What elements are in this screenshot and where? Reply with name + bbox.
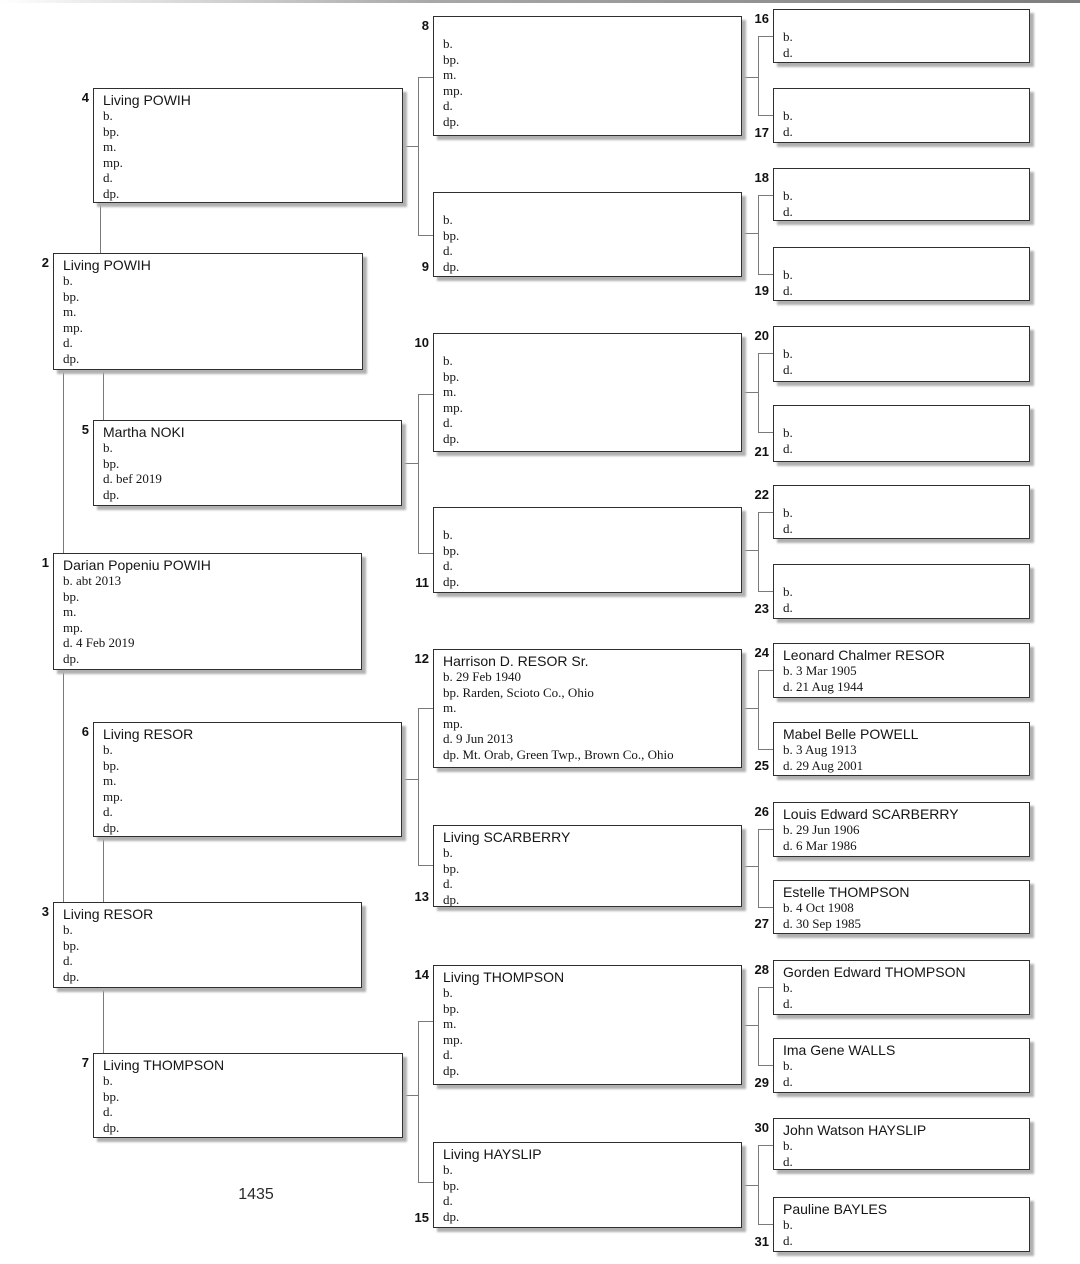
tree-connector-line <box>742 392 758 393</box>
person-field: d. <box>783 599 793 615</box>
person-name: Darian Popeniu POWIH <box>63 557 211 573</box>
person-name <box>783 92 1023 108</box>
person-field: bp. Rarden, Scioto Co., Ohio <box>443 684 594 700</box>
person-field: b. 29 Feb 1940 <box>443 669 521 684</box>
tree-connector-line <box>758 591 773 592</box>
person-name: John Watson HAYSLIP <box>783 1122 927 1138</box>
person-field: b. <box>443 845 453 860</box>
person-name: Estelle THOMPSON <box>783 884 910 900</box>
tree-connector-line <box>758 195 759 274</box>
person-field: dp. <box>443 113 460 129</box>
person-field: d. <box>103 170 113 185</box>
person-field: d. <box>63 953 73 968</box>
person-field: d. 29 Aug 2001 <box>783 757 864 773</box>
person-number: 5 <box>81 422 89 437</box>
person-box-10 <box>433 333 742 452</box>
tree-connector-line <box>758 512 773 513</box>
person-field: mp. <box>443 399 463 415</box>
person-field: b. <box>783 584 793 599</box>
tree-connector-line <box>418 77 419 235</box>
person-box-19 <box>773 247 1030 301</box>
person-name: Living THOMPSON <box>103 1057 225 1073</box>
tree-connector-line <box>63 370 64 553</box>
person-field: d. bef 2019 <box>103 471 162 486</box>
tree-connector-line <box>103 370 104 420</box>
person-field: d. <box>783 1232 793 1248</box>
person-field: m. <box>443 67 457 82</box>
person-field: bp. <box>443 860 460 876</box>
person-name <box>443 20 735 36</box>
person-name: Louis Edward SCARBERRY <box>783 806 959 822</box>
tree-connector-line <box>758 512 759 591</box>
person-field: d. <box>103 804 113 819</box>
person-field: mp. <box>103 788 123 804</box>
person-number: 10 <box>414 335 429 350</box>
person-box-16 <box>773 9 1030 63</box>
tree-connector-line <box>742 77 758 78</box>
person-box-23 <box>773 564 1030 619</box>
tree-connector-line <box>63 670 64 902</box>
tree-connector-line <box>742 1025 758 1026</box>
person-number: 1 <box>41 555 49 570</box>
tree-connector-line <box>758 907 773 908</box>
person-box-13 <box>433 825 742 907</box>
person-box-31 <box>773 1197 1030 1252</box>
tree-connector-line <box>418 865 433 866</box>
person-number: 20 <box>754 328 769 343</box>
person-field: mp. <box>63 319 83 335</box>
tree-connector-line <box>758 195 773 196</box>
tree-connector-line <box>418 235 433 236</box>
person-number: 6 <box>81 724 89 739</box>
person-field: d. <box>783 44 793 60</box>
person-field: mp. <box>443 1031 463 1047</box>
person-box-28 <box>773 960 1030 1015</box>
tree-connector-line <box>742 866 758 867</box>
person-field: b. 29 Jun 1906 <box>783 822 860 837</box>
person-box-22 <box>773 485 1030 539</box>
person-field: d. <box>783 1153 793 1169</box>
person-box-14 <box>433 965 742 1085</box>
person-field: d. 4 Feb 2019 <box>63 635 135 650</box>
person-number: 18 <box>754 170 769 185</box>
person-field: b. <box>783 346 793 361</box>
person-field: d. <box>443 98 453 113</box>
person-name <box>443 337 735 353</box>
tree-connector-line <box>758 36 759 115</box>
person-name <box>783 409 1023 425</box>
person-field: mp. <box>443 82 463 98</box>
tree-connector-line <box>403 146 418 147</box>
person-box-27 <box>773 880 1030 934</box>
person-field: d. <box>783 203 793 219</box>
person-field: bp. <box>103 757 120 773</box>
person-field: bp. <box>63 937 80 953</box>
tree-connector-line <box>418 1182 433 1183</box>
tree-connector-line <box>758 987 773 988</box>
person-field: dp. <box>443 430 460 446</box>
person-field: d. <box>443 558 453 573</box>
tree-connector-line <box>403 463 418 464</box>
tree-connector-line <box>758 432 773 433</box>
tree-connector-line <box>758 749 773 750</box>
person-field: bp. <box>443 1177 460 1193</box>
tree-connector-line <box>418 1021 419 1182</box>
person-name <box>783 489 1023 505</box>
person-field: b. <box>783 1058 793 1073</box>
person-field: dp. <box>103 819 120 835</box>
person-number: 17 <box>754 125 769 140</box>
person-number: 19 <box>754 283 769 298</box>
person-name <box>443 511 735 527</box>
person-name: Gorden Edward THOMPSON <box>783 964 966 980</box>
person-box-20 <box>773 326 1030 382</box>
person-field: b. 3 Mar 1905 <box>783 663 857 678</box>
person-field: b. <box>103 1073 113 1088</box>
person-field: d. <box>103 1104 113 1119</box>
person-number: 26 <box>754 804 769 819</box>
person-field: b. <box>443 527 453 542</box>
person-field: m. <box>103 139 117 154</box>
tree-connector-line <box>758 353 773 354</box>
person-field: dp. <box>63 968 80 984</box>
person-field: dp. Mt. Orab, Green Twp., Brown Co., Ohio <box>443 746 674 762</box>
tree-connector-line <box>758 115 773 116</box>
person-field: b. <box>443 212 453 227</box>
person-number: 4 <box>81 90 89 105</box>
person-name: Living RESOR <box>63 906 154 922</box>
person-field: dp. <box>63 650 80 666</box>
person-name: Leonard Chalmer RESOR <box>783 647 945 663</box>
person-number: 3 <box>41 904 49 919</box>
person-field: m. <box>103 773 117 788</box>
person-box-29 <box>773 1038 1030 1093</box>
tree-connector-line <box>103 988 104 1053</box>
person-number: 23 <box>754 601 769 616</box>
person-field: d. <box>783 123 793 139</box>
tree-connector-line <box>418 394 433 395</box>
person-field: dp. <box>443 1208 460 1224</box>
person-field: bp. <box>443 51 460 67</box>
person-field: bp. <box>103 1088 120 1104</box>
person-box-9 <box>433 192 742 277</box>
person-name <box>783 330 1023 346</box>
tree-connector-line <box>418 77 433 78</box>
person-name <box>443 196 735 212</box>
person-number: 31 <box>754 1234 769 1249</box>
person-number: 21 <box>754 444 769 459</box>
person-box-6 <box>93 722 402 837</box>
person-field: b. <box>63 922 73 937</box>
person-box-15 <box>433 1142 742 1228</box>
person-box-4 <box>93 88 403 203</box>
person-name: Living HAYSLIP <box>443 1146 542 1162</box>
person-box-26 <box>773 802 1030 857</box>
tree-connector-line <box>758 36 773 37</box>
person-field: b. <box>783 1217 793 1232</box>
tree-connector-line <box>758 353 759 432</box>
person-name: Living RESOR <box>103 726 194 742</box>
person-field: b. <box>783 1138 793 1153</box>
person-box-8 <box>433 16 742 136</box>
person-name <box>783 251 1023 267</box>
tree-connector-line <box>103 837 104 902</box>
person-field: dp. <box>443 1062 460 1078</box>
person-field: mp. <box>63 619 83 635</box>
person-number: 27 <box>754 916 769 931</box>
person-name <box>783 172 1023 188</box>
person-field: dp. <box>103 1119 120 1135</box>
person-box-30 <box>773 1118 1030 1170</box>
tree-connector-line <box>758 1224 773 1225</box>
person-field: b. <box>783 980 793 995</box>
person-field: dp. <box>443 573 460 589</box>
person-field: b. <box>103 742 113 757</box>
tree-connector-line <box>742 1185 758 1186</box>
person-number: 11 <box>415 575 429 590</box>
person-field: b. <box>783 188 793 203</box>
person-field: bp. <box>63 288 80 304</box>
person-field: d. <box>443 1193 453 1208</box>
tree-connector-line <box>100 203 101 253</box>
person-number: 28 <box>754 962 769 977</box>
person-field: m. <box>63 604 77 619</box>
person-field: d. <box>783 520 793 536</box>
person-box-24 <box>773 643 1030 698</box>
person-box-21 <box>773 405 1030 462</box>
person-field: d. <box>443 415 453 430</box>
person-name: Mabel Belle POWELL <box>783 726 919 742</box>
person-name: Harrison D. RESOR Sr. <box>443 653 589 669</box>
person-field: d. <box>783 995 793 1011</box>
person-field: bp. <box>443 368 460 384</box>
person-field: b. 3 Aug 1913 <box>783 742 857 757</box>
person-field: d. <box>783 361 793 377</box>
tree-connector-line <box>403 779 418 780</box>
person-field: b. <box>783 505 793 520</box>
person-field: d. 6 Mar 1986 <box>783 837 857 853</box>
tree-connector-line <box>758 829 773 830</box>
person-field: d. 9 Jun 2013 <box>443 731 514 746</box>
tree-connector-line <box>758 987 759 1065</box>
person-field: d. <box>783 282 793 298</box>
tree-connector-line <box>742 708 758 709</box>
person-number: 8 <box>421 18 429 33</box>
tree-connector-line <box>418 394 419 553</box>
person-field: b. abt 2013 <box>63 573 122 588</box>
person-number: 12 <box>414 651 429 666</box>
person-field: bp. <box>443 542 460 558</box>
person-field: dp. <box>443 258 460 274</box>
person-field: d. <box>443 876 453 891</box>
person-name: Ima Gene WALLS <box>783 1042 896 1058</box>
page-number: 1435 <box>238 1186 274 1203</box>
tree-connector-line <box>758 1065 773 1066</box>
person-number: 25 <box>754 758 769 773</box>
person-field: b. <box>103 440 113 455</box>
person-field: b. <box>783 108 793 123</box>
tree-connector-line <box>758 670 773 671</box>
person-box-5 <box>93 420 402 506</box>
person-field: bp. <box>103 123 120 139</box>
person-name: Living POWIH <box>103 92 191 108</box>
person-name: Living SCARBERRY <box>443 829 571 845</box>
person-field: d. <box>783 1073 793 1089</box>
person-field: b. 4 Oct 1908 <box>783 900 854 915</box>
person-number: 7 <box>81 1055 89 1070</box>
person-number: 30 <box>754 1120 769 1135</box>
person-field: b. <box>63 273 73 288</box>
person-field: b. <box>443 1162 453 1177</box>
person-name: Martha NOKI <box>103 424 185 440</box>
person-field: m. <box>63 304 77 319</box>
person-field: b. <box>783 425 793 440</box>
tree-connector-line <box>758 274 773 275</box>
person-number: 13 <box>414 889 429 904</box>
tree-connector-line <box>742 550 758 551</box>
person-box-25 <box>773 722 1030 776</box>
tree-connector-line <box>758 1145 773 1146</box>
person-box-12 <box>433 649 742 768</box>
person-field: m. <box>443 1016 457 1031</box>
tree-connector-line <box>403 1095 418 1096</box>
person-box-1 <box>53 553 362 670</box>
person-field: d. 30 Sep 1985 <box>783 915 861 931</box>
person-field: d. <box>443 243 453 258</box>
tree-connector-line <box>758 670 759 749</box>
person-field: dp. <box>63 350 80 366</box>
tree-connector-line <box>758 1145 759 1224</box>
person-number: 2 <box>41 255 49 270</box>
tree-connector-line <box>418 553 433 554</box>
person-field: dp. <box>103 486 120 502</box>
person-field: b. <box>443 353 453 368</box>
person-box-11 <box>433 507 742 593</box>
person-field: b. <box>103 108 113 123</box>
person-field: bp. <box>103 455 120 471</box>
person-field: b. <box>783 267 793 282</box>
tree-connector-line <box>418 1021 433 1022</box>
person-number: 16 <box>754 11 769 26</box>
person-number: 14 <box>414 967 429 982</box>
person-name <box>783 568 1023 584</box>
person-number: 9 <box>421 259 429 274</box>
person-field: b. <box>783 29 793 44</box>
person-field: bp. <box>443 1000 460 1016</box>
tree-connector-line <box>742 233 758 234</box>
person-field: d. 21 Aug 1944 <box>783 678 864 694</box>
person-field: b. <box>443 985 453 1000</box>
person-field: d. <box>443 1047 453 1062</box>
person-number: 29 <box>754 1075 769 1090</box>
person-field: b. <box>443 36 453 51</box>
person-number: 24 <box>754 645 769 660</box>
person-box-18 <box>773 168 1030 221</box>
person-box-7 <box>93 1053 403 1138</box>
person-field: m. <box>443 384 457 399</box>
person-name: Pauline BAYLES <box>783 1201 888 1217</box>
tree-connector-line <box>758 829 759 907</box>
person-box-17 <box>773 88 1030 143</box>
person-number: 22 <box>754 487 769 502</box>
person-field: bp. <box>63 588 80 604</box>
person-box-2 <box>53 253 363 370</box>
person-field: d. <box>63 335 73 350</box>
person-field: dp. <box>103 185 120 201</box>
tree-connector-line <box>418 708 419 865</box>
person-name: Living POWIH <box>63 257 151 273</box>
tree-connector-line <box>418 708 433 709</box>
person-number: 15 <box>414 1210 429 1225</box>
person-box-3 <box>53 902 362 988</box>
person-name <box>783 13 1023 29</box>
person-name: Living THOMPSON <box>443 969 565 985</box>
person-field: bp. <box>443 227 460 243</box>
person-field: mp. <box>103 154 123 170</box>
person-field: dp. <box>443 891 460 907</box>
person-field: d. <box>783 440 793 456</box>
person-field: m. <box>443 700 457 715</box>
person-field: mp. <box>443 715 463 731</box>
